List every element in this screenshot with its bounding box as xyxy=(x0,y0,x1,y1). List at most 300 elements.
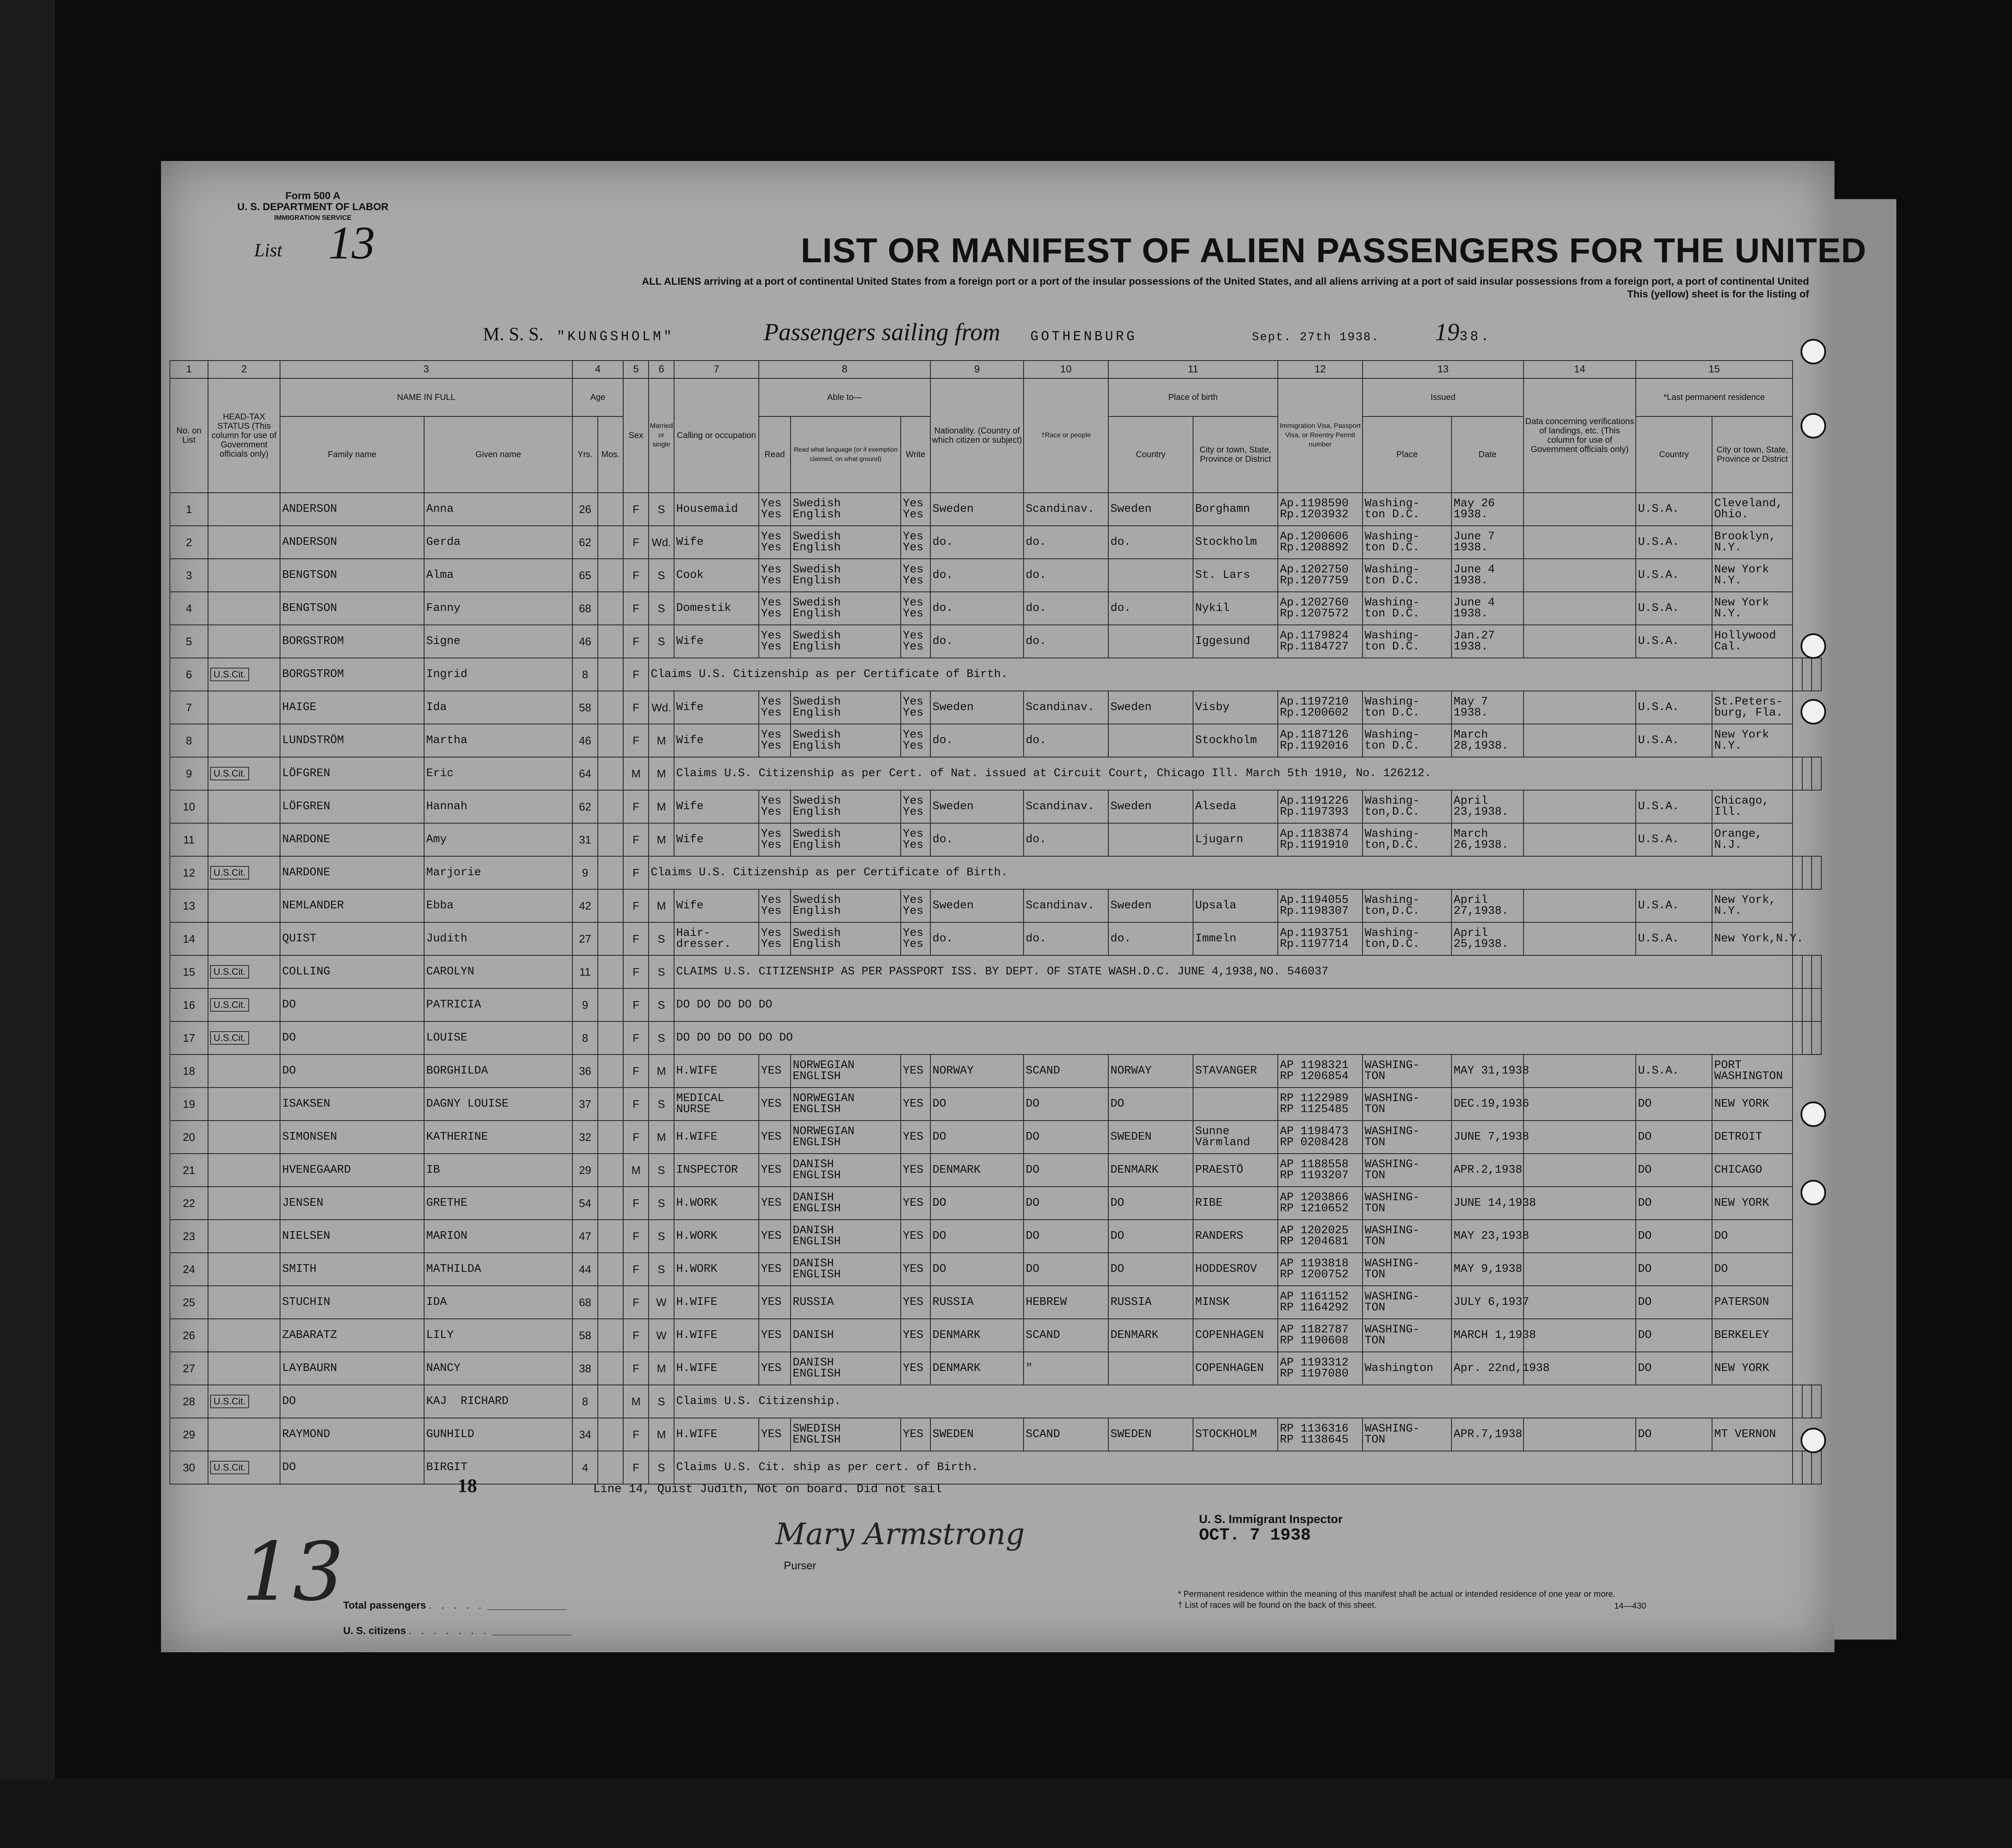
residence-city-cell: NEW YORK xyxy=(1712,1088,1793,1121)
age-months-cell xyxy=(598,559,623,592)
race-cell: HEBREW xyxy=(1024,1286,1108,1319)
birth-city-cell: St. Lars xyxy=(1193,559,1278,592)
read-cell: Yes Yes xyxy=(759,691,791,724)
read-header: Read xyxy=(759,416,791,493)
residence-city-cell: NEW YORK xyxy=(1712,1352,1793,1385)
table-row xyxy=(170,1385,1821,1418)
mos-header: Mos. xyxy=(598,416,623,493)
ship-name: "KUNGSHOLM" xyxy=(557,329,674,344)
list-label: List xyxy=(254,240,283,261)
nationality-cell: DENMARK xyxy=(930,1154,1024,1187)
ship-prefix: M. S. S. xyxy=(483,324,544,344)
read-cell: YES xyxy=(759,1253,791,1286)
head-tax-cell xyxy=(208,1385,280,1418)
footnotes xyxy=(1178,1589,1615,1611)
marital-cell: S xyxy=(649,625,674,658)
footnote-residence: * Permanent residence within the meaning of this manifest shall be actual or intended residence of one year or more. xyxy=(1178,1590,1615,1599)
table-row xyxy=(170,1154,1821,1187)
age-years-cell: 29 xyxy=(572,1154,598,1187)
visa-header: Immigration Visa, Passport Visa, or Reentry Permit number xyxy=(1278,378,1363,493)
issued-place-cell: WASHING- TON xyxy=(1363,1220,1451,1253)
birth-city-cell: Borghamn xyxy=(1193,493,1278,526)
punch-hole xyxy=(1801,1180,1826,1205)
table-row xyxy=(170,1352,1821,1385)
race-cell: do. xyxy=(1024,526,1108,559)
residence-city-cell: PATERSON xyxy=(1712,1286,1793,1319)
row-number: 16 xyxy=(170,988,208,1021)
visa-number-cell: Ap.1179824 Rp.1184727 xyxy=(1278,625,1363,658)
birth-city-cell xyxy=(1193,1088,1278,1121)
sex-cell: F xyxy=(623,691,649,724)
table-row xyxy=(170,1253,1821,1286)
place-of-birth-header: Place of birth xyxy=(1108,378,1278,416)
nationality-cell: Sweden xyxy=(930,889,1024,922)
table-row xyxy=(170,856,1821,889)
age-years-cell: 65 xyxy=(572,559,598,592)
language-cell: DANISH xyxy=(791,1319,901,1352)
family-name-cell: DO xyxy=(280,1054,424,1088)
marital-cell: W xyxy=(649,1286,674,1319)
family-name-cell: NARDONE xyxy=(280,856,424,889)
page-title: LIST OR MANIFEST OF ALIEN PASSENGERS FOR THE UNITED xyxy=(801,231,1867,270)
language-cell: DANISH ENGLISH xyxy=(791,1154,901,1187)
form-number-line: Form 500 A xyxy=(285,190,341,202)
visa-number-cell: AP 1188558 RP 1193207 xyxy=(1278,1154,1363,1187)
residence-city-cell: DO xyxy=(1712,1253,1793,1286)
year-prefix: 19 xyxy=(1435,318,1460,346)
punch-hole xyxy=(1801,413,1826,438)
verification-cell xyxy=(1524,625,1636,658)
write-cell: YES xyxy=(901,1121,930,1154)
residence-city-cell: St.Peters- burg, Fla. xyxy=(1712,691,1793,724)
occupation-cell: Wife xyxy=(674,724,759,757)
year-suffix: 38. xyxy=(1459,329,1492,344)
citizenship-claim-cell: Claims U.S. Citizenship as per Certificate of Birth. xyxy=(649,856,1793,889)
table-row xyxy=(170,1121,1821,1154)
family-name-cell: RAYMOND xyxy=(280,1418,424,1451)
col-num-7: 7 xyxy=(674,361,759,378)
birth-country-cell xyxy=(1108,559,1193,592)
age-months-cell xyxy=(598,1154,623,1187)
issued-date-cell: APR.7,1938 xyxy=(1451,1418,1524,1451)
head-tax-cell xyxy=(208,1121,280,1154)
occupation-cell: H.WIFE xyxy=(674,1319,759,1352)
birth-city-cell: STAVANGER xyxy=(1193,1054,1278,1088)
subtitle-line-1: ALL ALIENS arriving at a port of continental United States from a foreign port or a port of the insular possessions of the United States, and all aliens arriving at a port of said insular possessions from a foreign port, a port of continental United xyxy=(641,276,1809,287)
family-name-cell: SMITH xyxy=(280,1253,424,1286)
verification-cell xyxy=(1524,823,1636,856)
age-years-cell: 9 xyxy=(572,988,598,1021)
sex-cell: F xyxy=(623,493,649,526)
occupation-cell: INSPECTOR xyxy=(674,1154,759,1187)
issued-date-cell: MAY 9,1938 xyxy=(1451,1253,1524,1286)
birth-country-cell: RUSSIA xyxy=(1108,1286,1193,1319)
write-cell: YES xyxy=(901,1253,930,1286)
birth-country-cell: do. xyxy=(1108,526,1193,559)
race-cell: DO xyxy=(1024,1187,1108,1220)
col-num-6: 6 xyxy=(649,361,674,378)
family-name-cell: BORGSTROM xyxy=(280,625,424,658)
verification-cell xyxy=(1524,493,1636,526)
verification-cell xyxy=(1793,955,1802,988)
residence-city-cell: PORT WASHINGTON xyxy=(1712,1054,1793,1088)
totals-block: Total passengers . . . . . ______________ U. S. citizens . . . . . . . ______________ Aliens . . . . . . . . . . ______________ xyxy=(343,1600,577,1662)
head-tax-cell xyxy=(208,592,280,625)
age-years-cell: 27 xyxy=(572,922,598,955)
head-tax-header: HEAD-TAX STATUS (This column for use of Government officials only) xyxy=(208,378,280,493)
read-cell: YES xyxy=(759,1286,791,1319)
race-header: †Race or people xyxy=(1024,378,1108,493)
marital-cell: M xyxy=(649,1418,674,1451)
row-number: 1 xyxy=(170,493,208,526)
yrs-header: Yrs. xyxy=(572,416,598,493)
issued-place-cell: WASHING- TON xyxy=(1363,1286,1451,1319)
residence-city-cell xyxy=(1812,757,1821,790)
issued-place-cell: Washing- ton D.C. xyxy=(1363,493,1451,526)
punch-hole xyxy=(1801,1428,1826,1453)
verification-cell xyxy=(1524,526,1636,559)
given-name-cell: Signe xyxy=(424,625,572,658)
row-number: 14 xyxy=(170,922,208,955)
read-language-header: Read what language (or if exemption claimed, on what ground) xyxy=(791,416,901,493)
col-num-5: 5 xyxy=(623,361,649,378)
residence-city-cell: CHICAGO xyxy=(1712,1154,1793,1187)
residence-city-cell: BERKELEY xyxy=(1712,1319,1793,1352)
birth-country-cell: Sweden xyxy=(1108,790,1193,823)
issued-date-header: Date xyxy=(1451,416,1524,493)
birth-city-cell: HODDESROV xyxy=(1193,1253,1278,1286)
issued-place-cell: Washing- ton,D.C. xyxy=(1363,790,1451,823)
write-cell: Yes Yes xyxy=(901,922,930,955)
residence-country-cell: DO xyxy=(1636,1187,1712,1220)
sex-cell: F xyxy=(623,1088,649,1121)
family-name-cell: LAYBAURN xyxy=(280,1352,424,1385)
row-number: 28 xyxy=(170,1385,208,1418)
given-name-cell: NANCY xyxy=(424,1352,572,1385)
col-num-2: 2 xyxy=(208,361,280,378)
nationality-cell: do. xyxy=(930,592,1024,625)
inspector-date: OCT. 7 1938 xyxy=(1199,1526,1311,1545)
group-header-row xyxy=(170,378,1821,416)
sex-cell: F xyxy=(623,592,649,625)
age-months-cell xyxy=(598,1418,623,1451)
verification-cell xyxy=(1524,1220,1636,1253)
row-number: 4 xyxy=(170,592,208,625)
visa-number-cell: AP 1198473 RP 0208428 xyxy=(1278,1121,1363,1154)
occupation-cell: H.WIFE xyxy=(674,1121,759,1154)
language-cell: DANISH ENGLISH xyxy=(791,1220,901,1253)
marital-cell: S xyxy=(649,1021,674,1054)
issued-date-cell: Jan.27 1938. xyxy=(1451,625,1524,658)
age-months-cell xyxy=(598,1451,623,1484)
head-tax-cell xyxy=(208,1220,280,1253)
residence-city-cell: Cleveland, Ohio. xyxy=(1712,493,1793,526)
residence-country-cell xyxy=(1802,856,1812,889)
margin-mark: 13 xyxy=(241,1525,344,1619)
write-cell: YES xyxy=(901,1418,930,1451)
issued-date-cell: April 25,1938. xyxy=(1451,922,1524,955)
row-number: 19 xyxy=(170,1088,208,1121)
table-row xyxy=(170,658,1821,691)
age-months-cell xyxy=(598,1253,623,1286)
given-name-cell: CAROLYN xyxy=(424,955,572,988)
form-code: 14—430 xyxy=(1614,1601,1646,1611)
visa-number-cell: Ap.1194055 Rp.1198307 xyxy=(1278,889,1363,922)
row-number: 29 xyxy=(170,1418,208,1451)
birth-country-cell: SWEDEN xyxy=(1108,1121,1193,1154)
citizenship-claim-cell: Claims U.S. Citizenship as per Certificate of Birth. xyxy=(649,658,1793,691)
residence-country-cell: DO xyxy=(1636,1352,1712,1385)
age-years-cell: 32 xyxy=(572,1121,598,1154)
inspector-label: U. S. Immigrant Inspector xyxy=(1199,1512,1343,1526)
head-tax-cell xyxy=(208,823,280,856)
row-number: 18 xyxy=(170,1054,208,1088)
marital-cell: M xyxy=(649,1352,674,1385)
read-cell: Yes Yes xyxy=(759,493,791,526)
family-name-cell: BORGSTROM xyxy=(280,658,424,691)
birth-country-cell xyxy=(1108,724,1193,757)
age-years-cell: 36 xyxy=(572,1054,598,1088)
residence-city-cell xyxy=(1812,658,1821,691)
visa-number-cell: AP 1202025 RP 1204681 xyxy=(1278,1220,1363,1253)
residence-city-cell: MT VERNON xyxy=(1712,1418,1793,1451)
age-months-cell xyxy=(598,493,623,526)
residence-country-cell xyxy=(1802,757,1812,790)
citizen-stamp: U.S.Cit. xyxy=(210,668,249,681)
issued-place-cell: Washing- ton,D.C. xyxy=(1363,889,1451,922)
race-cell: " xyxy=(1024,1352,1108,1385)
nationality-cell: DO xyxy=(930,1220,1024,1253)
verification-cell xyxy=(1524,1253,1636,1286)
issued-place-cell: Washing- ton D.C. xyxy=(1363,625,1451,658)
occupation-cell: Wife xyxy=(674,526,759,559)
head-tax-cell xyxy=(208,1352,280,1385)
head-tax-cell xyxy=(208,691,280,724)
residence-country-cell: U.S.A. xyxy=(1636,526,1712,559)
given-name-cell: IDA xyxy=(424,1286,572,1319)
department-line: U. S. DEPARTMENT OF LABOR xyxy=(237,201,389,213)
given-name-cell: GUNHILD xyxy=(424,1418,572,1451)
birth-city-cell: Nykil xyxy=(1193,592,1278,625)
age-months-cell xyxy=(598,922,623,955)
verifications-header: Data concerning verifications of landings, etc. (This column for use of Government officials only) xyxy=(1524,378,1636,493)
col-num-10: 10 xyxy=(1024,361,1108,378)
citizenship-claim-cell: Claims U.S. Cit. ship as per cert. of Birth. xyxy=(674,1451,1793,1484)
total-passengers-label: Total passengers xyxy=(343,1600,426,1611)
sex-cell: F xyxy=(623,790,649,823)
age-years-cell: 58 xyxy=(572,1319,598,1352)
inspector-block xyxy=(1199,1512,1343,1545)
head-tax-cell xyxy=(208,1286,280,1319)
family-name-cell: HVENEGAARD xyxy=(280,1154,424,1187)
family-name-cell: QUIST xyxy=(280,922,424,955)
race-cell: do. xyxy=(1024,823,1108,856)
language-cell: Swedish English xyxy=(791,592,901,625)
birth-city-cell: Upsala xyxy=(1193,889,1278,922)
no-on-list-header: No. on List xyxy=(170,378,208,493)
row-number: 13 xyxy=(170,889,208,922)
sex-cell: F xyxy=(623,1451,649,1484)
residence-city-header: City or town, State, Province or District xyxy=(1712,416,1793,493)
birth-country-cell: DENMARK xyxy=(1108,1154,1193,1187)
verification-cell xyxy=(1524,790,1636,823)
issued-date-cell: April 23,1938. xyxy=(1451,790,1524,823)
sex-cell: F xyxy=(623,625,649,658)
residence-country-cell: U.S.A. xyxy=(1636,592,1712,625)
given-name-cell: Martha xyxy=(424,724,572,757)
sex-cell: F xyxy=(623,1187,649,1220)
race-cell: Scandinav. xyxy=(1024,691,1108,724)
calling-header: Calling or occupation xyxy=(674,378,759,493)
age-months-cell xyxy=(598,988,623,1021)
marital-cell: S xyxy=(649,1385,674,1418)
head-tax-cell xyxy=(208,1088,280,1121)
marital-cell: S xyxy=(649,955,674,988)
write-cell: YES xyxy=(901,1319,930,1352)
row-number: 26 xyxy=(170,1319,208,1352)
marital-cell: M xyxy=(649,757,674,790)
manifest-table xyxy=(169,360,1822,1485)
given-name-cell: MARION xyxy=(424,1220,572,1253)
residence-city-cell xyxy=(1812,856,1821,889)
language-cell: DANISH ENGLISH xyxy=(791,1352,901,1385)
age-years-cell: 8 xyxy=(572,1021,598,1054)
read-cell: Yes Yes xyxy=(759,889,791,922)
sex-cell: M xyxy=(623,1385,649,1418)
residence-country-cell: DO xyxy=(1636,1418,1712,1451)
head-tax-cell xyxy=(208,493,280,526)
write-cell: Yes Yes xyxy=(901,823,930,856)
marital-cell: S xyxy=(649,988,674,1021)
write-cell: Yes Yes xyxy=(901,724,930,757)
marital-cell: S xyxy=(649,1253,674,1286)
table-row xyxy=(170,592,1821,625)
sex-cell: F xyxy=(623,823,649,856)
age-months-cell xyxy=(598,691,623,724)
citizen-stamp: U.S.Cit. xyxy=(210,998,249,1012)
marital-cell: M xyxy=(649,1121,674,1154)
given-name-cell: KAJ RICHARD xyxy=(424,1385,572,1418)
family-name-cell: NIELSEN xyxy=(280,1220,424,1253)
sex-cell: F xyxy=(623,1286,649,1319)
language-cell: NORWEGIAN ENGLISH xyxy=(791,1054,901,1088)
sex-cell: F xyxy=(623,559,649,592)
family-name-cell: HAIGE xyxy=(280,691,424,724)
col-num-15: 15 xyxy=(1636,361,1793,378)
read-cell: YES xyxy=(759,1352,791,1385)
age-years-cell: 34 xyxy=(572,1418,598,1451)
issued-date-cell: MAY 23,1938 xyxy=(1451,1220,1524,1253)
marital-cell: S xyxy=(649,1187,674,1220)
bottom-dark-border xyxy=(0,1779,2012,1848)
col-num-4: 4 xyxy=(572,361,623,378)
table-row xyxy=(170,1088,1821,1121)
write-cell: Yes Yes xyxy=(901,790,930,823)
row-number: 15 xyxy=(170,955,208,988)
issued-date-cell: MARCH 1,1938 xyxy=(1451,1319,1524,1352)
punch-hole xyxy=(1801,1102,1826,1127)
ship-line xyxy=(483,318,1491,346)
table-row xyxy=(170,922,1821,955)
passenger-rows xyxy=(170,493,1821,1484)
age-years-cell: 42 xyxy=(572,889,598,922)
marital-cell: W xyxy=(649,1319,674,1352)
marital-cell: S xyxy=(649,1154,674,1187)
table-row xyxy=(170,625,1821,658)
birth-country-cell: DO xyxy=(1108,1220,1193,1253)
table-row xyxy=(170,1418,1821,1451)
citizen-stamp: U.S.Cit. xyxy=(210,767,249,780)
row-number: 7 xyxy=(170,691,208,724)
purser-signature: Mary Armstrong xyxy=(775,1517,1025,1551)
residence-city-cell xyxy=(1812,1021,1821,1054)
verification-cell xyxy=(1524,1319,1636,1352)
col-num-1: 1 xyxy=(170,361,208,378)
marital-cell: S xyxy=(649,1220,674,1253)
verification-cell xyxy=(1793,658,1802,691)
residence-country-cell: U.S.A. xyxy=(1636,559,1712,592)
issued-date-cell: Apr. 22nd,1938 xyxy=(1451,1352,1524,1385)
issued-date-cell: JULY 6,1937 xyxy=(1451,1286,1524,1319)
nationality-cell: Sweden xyxy=(930,790,1024,823)
nationality-cell: Sweden xyxy=(930,691,1024,724)
age-months-cell xyxy=(598,1352,623,1385)
row-number: 11 xyxy=(170,823,208,856)
visa-number-cell: Ap.1197210 Rp.1200602 xyxy=(1278,691,1363,724)
nationality-cell: do. xyxy=(930,559,1024,592)
punch-hole xyxy=(1801,699,1826,724)
given-name-cell: PATRICIA xyxy=(424,988,572,1021)
visa-number-cell: RP 1136316 RP 1138645 xyxy=(1278,1418,1363,1451)
residence-city-cell: DO xyxy=(1712,1220,1793,1253)
age-months-cell xyxy=(598,526,623,559)
read-cell: YES xyxy=(759,1088,791,1121)
age-years-cell: 8 xyxy=(572,1385,598,1418)
nationality-cell: DO xyxy=(930,1088,1024,1121)
occupation-cell: Wife xyxy=(674,790,759,823)
birth-country-cell xyxy=(1108,1352,1193,1385)
race-cell: Scandinav. xyxy=(1024,889,1108,922)
marital-cell: S xyxy=(649,1451,674,1484)
citizen-stamp: U.S.Cit. xyxy=(210,866,249,880)
read-cell: YES xyxy=(759,1319,791,1352)
issued-place-cell: WASHING- TON xyxy=(1363,1121,1451,1154)
issued-date-cell: JUNE 14,1938 xyxy=(1451,1187,1524,1220)
issued-date-cell: APR.2,1938 xyxy=(1451,1154,1524,1187)
residence-country-header: Country xyxy=(1636,416,1712,493)
verification-cell xyxy=(1524,1154,1636,1187)
race-cell: DO xyxy=(1024,1220,1108,1253)
issued-date-cell: May 7 1938. xyxy=(1451,691,1524,724)
verification-cell xyxy=(1793,856,1802,889)
given-name-cell: Amy xyxy=(424,823,572,856)
marital-cell: S xyxy=(649,559,674,592)
manifest-table-wrap xyxy=(169,360,1822,1485)
row-number: 12 xyxy=(170,856,208,889)
residence-city-cell: New York N.Y. xyxy=(1712,724,1793,757)
age-months-cell xyxy=(598,658,623,691)
residence-city-cell: Chicago, Ill. xyxy=(1712,790,1793,823)
occupation-cell: H.WIFE xyxy=(674,1054,759,1088)
visa-number-cell: Ap.1187126 Rp.1192016 xyxy=(1278,724,1363,757)
sailing-label: Passengers sailing from xyxy=(763,318,1000,346)
family-name-cell: STUCHIN xyxy=(280,1286,424,1319)
issued-place-cell: WASHING- TON xyxy=(1363,1088,1451,1121)
sex-cell: F xyxy=(623,724,649,757)
given-name-cell: MATHILDA xyxy=(424,1253,572,1286)
given-name-cell: Fanny xyxy=(424,592,572,625)
residence-country-cell xyxy=(1802,658,1812,691)
